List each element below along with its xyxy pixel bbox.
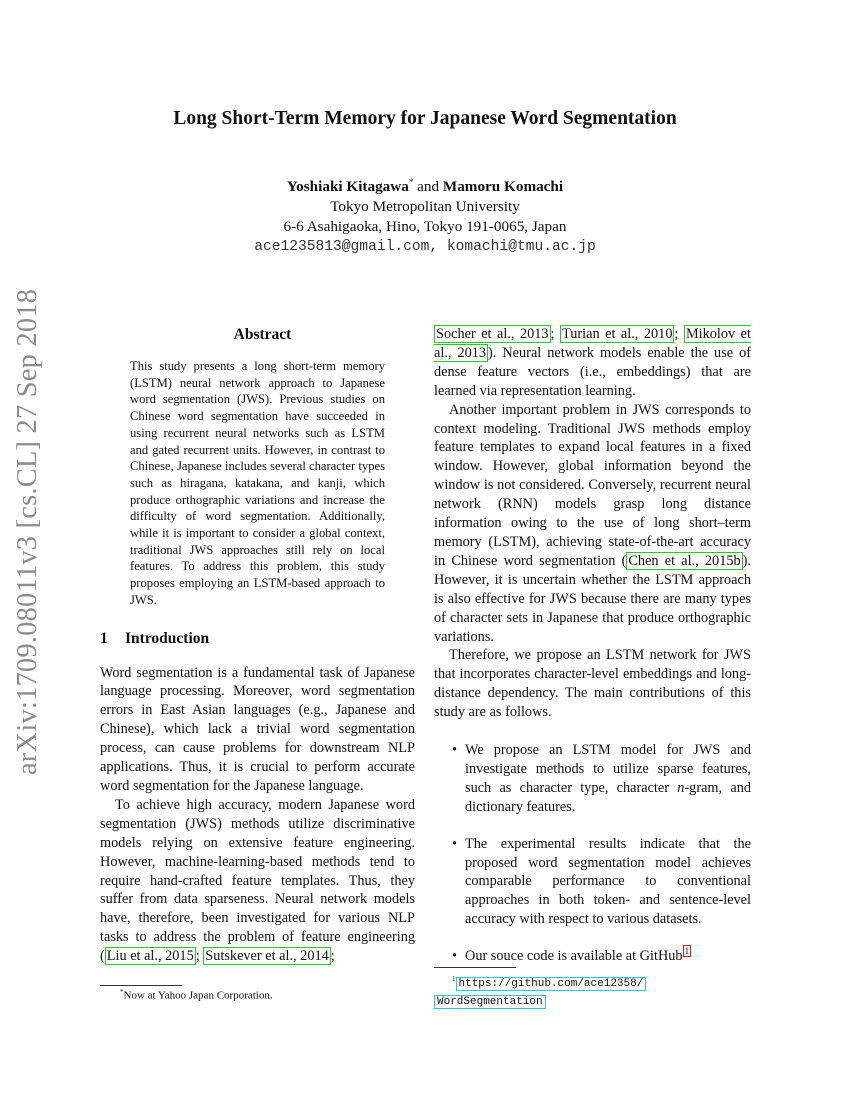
paragraph-text: ). Neural network models enable the use of dense feature vectors (i.e., embeddings) that are learned via representation learning. <box>434 344 752 399</box>
intro-paragraph-2-text: To achieve high accuracy, modern Japanese word segmentation (JWS) methods utilize discriminative models relying on extensive feature engineering. However, machine-learning-based methods tend to require hand-crafted feature templates. Thus, they suffer from data sparseness. Neural network models have, therefore, been investigated for various NLP tasks to address the problem of feature engineering ( <box>100 796 415 965</box>
right-column <box>434 325 751 984</box>
footnote-right <box>434 971 752 1011</box>
list-item-text: Our souce code is available at GitHub <box>465 948 683 965</box>
citation-separator: ; <box>550 326 561 342</box>
list-item-text: We propose an LSTM model for JWS and investigate methods to utilize sparse features, such as character type, character <box>465 742 751 796</box>
list-item-text: -gram, and dictionary features. <box>465 779 751 815</box>
footnote-line-1 <box>434 971 752 993</box>
abstract-text: This study presents a long short-term memory (LSTM) neural network approach to Japanese word segmentation (JWS). Previous studies on Chinese word segmentation have succeeded in using recurrent neural networks such as LSTM and gated recurrent units. However, in contrast to Chinese, Japanese includes several character types such as hiragana, katakana, and kanji, which produce orthographic variations and increase the difficulty of word segmentation. Additionally, while it is important to consider a global context, traditional JWS approaches still rely on local features. To address this problem, this study proposes employing an LSTM-based approach to JWS. <box>130 359 385 607</box>
citation-socher-2013[interactable]: Socher et al., 2013 <box>436 326 549 342</box>
citation-sutskever-2014[interactable]: Sutskever et al., 2014 <box>205 948 329 965</box>
footnote-ref-1[interactable]: 1 <box>684 946 690 957</box>
author-block <box>0 172 850 257</box>
intro-paragraph-2 <box>100 796 415 966</box>
affiliation: Tokyo Metropolitan University <box>330 198 520 216</box>
list-item <box>434 741 751 817</box>
footnote-text: Now at Yahoo Japan Corporation. <box>123 989 273 1002</box>
emails: ace1235813@gmail.com, komachi@tmu.ac.jp <box>254 239 596 256</box>
author-1: Yoshiaki Kitagawa <box>286 178 409 196</box>
footnote-left <box>120 988 273 1002</box>
contributions-list <box>434 741 751 966</box>
citation-chen-2015b[interactable]: Chen et al., 2015b <box>628 552 741 569</box>
abstract-heading: Abstract <box>233 326 292 343</box>
citation-mikolov-2013[interactable]: Mikolov et al., 2013 <box>434 326 751 361</box>
paper-title: Long Short-Term Memory for Japanese Word Segmentation <box>173 108 677 129</box>
intro-paragraph-1: Word segmentation is a fundamental task of Japanese language processing. Moreover, word segmentation errors in East Asian languages (e.g., Japanese and Chinese), which lack a trivial word segmentation process, can cause problems for downstream NLP applications. Thus, it is crucial to perform accurate word segmentation for the Japanese language. <box>100 664 415 794</box>
section-title: Introduction <box>125 629 210 647</box>
intro-paragraph-4: Therefore, we propose an LSTM network for JWS that incorporates character-level embeddings and long-distance dependency. The main contributions of this study are as follows. <box>434 647 751 721</box>
citation-separator: ; <box>195 948 204 965</box>
footnote-mark: 1 <box>452 975 456 983</box>
citation-liu-2015[interactable]: Liu et al., 2015 <box>106 948 194 965</box>
footnote-rule-left <box>100 985 182 986</box>
author-1-footnote-mark: * <box>408 177 414 187</box>
footnote-line-2 <box>434 993 752 1011</box>
footnote-mark: * <box>120 988 124 996</box>
author-2: Mamoru Komachi <box>442 178 564 196</box>
left-column <box>100 322 415 966</box>
list-item: • The experimental results indicate that the proposed word segmentation model achieves comparable performance to conventional approaches in both token- and sentence-level accuracy with respect to various datasets. <box>434 835 751 930</box>
github-url-link[interactable]: https://github.com/ace12358/ <box>456 977 647 991</box>
paragraph-text: ). However, it is uncertain whether the LSTM approach is also effective for JWS because there are many types of character sets in Japanese that produce orthographic variations. <box>434 552 751 645</box>
list-item <box>434 947 751 966</box>
intro-paragraph-2-continued <box>434 325 751 401</box>
address: 6-6 Asahigaoka, Hino, Tokyo 191-0065, Japan <box>283 218 567 236</box>
citation-turian-2010[interactable]: Turian et al., 2010 <box>562 326 673 342</box>
arxiv-stamp: arXiv:1709.08011v3 [cs.CL] 27 Sep 2018 <box>12 288 43 775</box>
footnote-rule-right <box>434 967 516 968</box>
author-line <box>0 172 850 197</box>
section-number: 1 <box>100 629 108 647</box>
section-heading-introduction <box>100 628 415 650</box>
citation-separator: ; <box>330 948 335 965</box>
citation-separator: ; <box>674 326 684 342</box>
paragraph-text: Another important problem in JWS corresponds to context modeling. Traditional JWS methods employ feature templates to expand local features in a fixed window. However, global information beyond the window is not considered. Conversely, recurrent neural network (RNN) models grasp long distance information owing to the use of long short–term memory (LSTM), achieving state-of-the-art accuracy in Chinese word segmentation ( <box>434 401 751 569</box>
github-url-link-continued[interactable]: WordSegmentation <box>434 995 546 1009</box>
intro-paragraph-3 <box>434 401 751 647</box>
author-conjunction: and <box>413 178 443 196</box>
math-n: n <box>677 779 685 796</box>
